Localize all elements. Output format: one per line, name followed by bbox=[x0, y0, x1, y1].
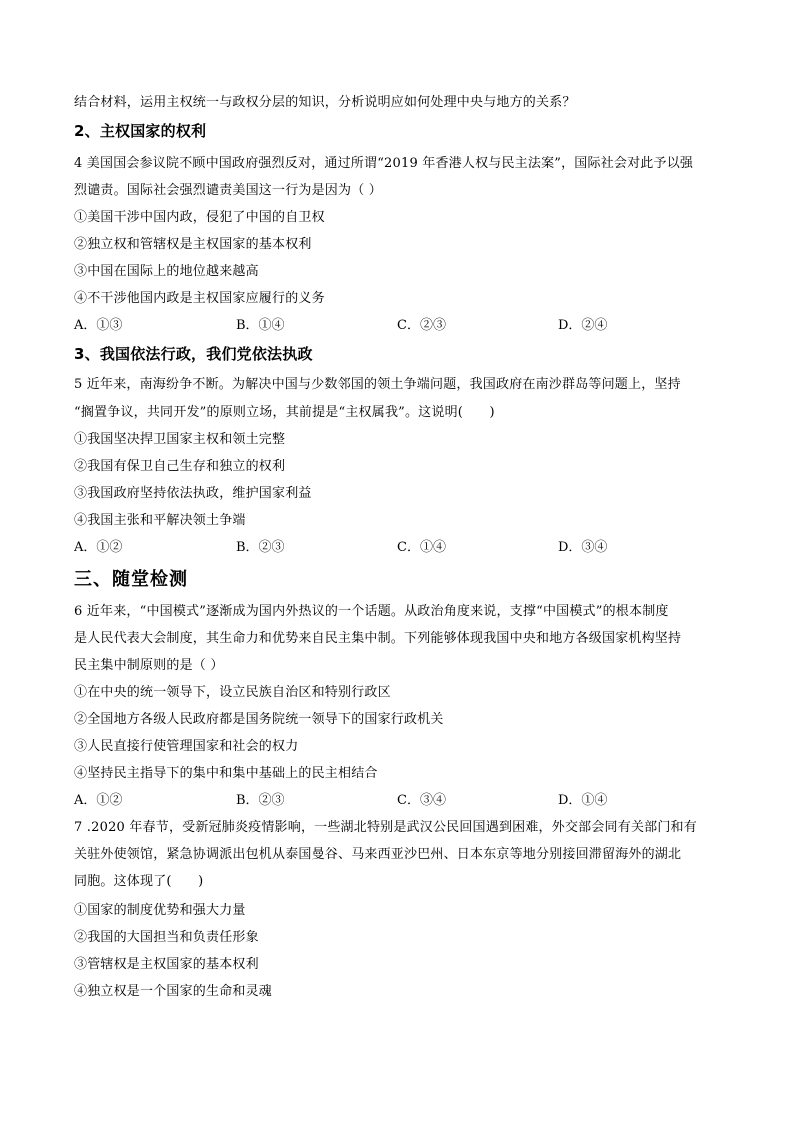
q6-item-1: ①在中央的统一领导下，设立民族自治区和特别行政区 bbox=[74, 685, 391, 700]
q5-option-a: A．①② bbox=[74, 540, 123, 555]
q5-option-b: B．②③ bbox=[236, 540, 285, 555]
q6-option-b: B．②③ bbox=[236, 793, 285, 808]
q4-item-1: ①美国干涉中国内政，侵犯了中国的自卫权 bbox=[74, 210, 325, 225]
q6-stem-line-2: 是人民代表大会制度，其生命力和优势来自民主集中制。下列能够体现我国中央和地方各级国家机构坚持 bbox=[74, 631, 682, 646]
q5-option-c: C．①④ bbox=[397, 540, 446, 555]
q7-item-1: ①国家的制度优势和强大力量 bbox=[74, 903, 246, 918]
q4-option-c: C．②③ bbox=[397, 318, 446, 333]
q6-option-c: C．③④ bbox=[397, 793, 446, 808]
q5-options bbox=[74, 539, 674, 557]
section-heading-sovereign-rights: 2、主权国家的权利 bbox=[74, 122, 207, 140]
q4-stem-line-2: 烈谴责。国际社会强烈谴责美国这一行为是因为（ ） bbox=[74, 183, 382, 198]
q6-item-4: ④坚持民主指导下的集中和集中基础上的民主相结合 bbox=[74, 766, 378, 781]
q7-item-2: ②我国的大国担当和负责任形象 bbox=[74, 930, 259, 945]
q6-item-2: ②全国地方各级人民政府都是国务院统一领导下的国家行政机关 bbox=[74, 712, 444, 727]
q4-option-a: A．①③ bbox=[74, 318, 123, 333]
section-heading-rule-of-law: 3、我国依法行政，我们党依法执政 bbox=[74, 345, 313, 363]
q6-stem-line-3: 民主集中制原则的是（ ） bbox=[74, 658, 224, 673]
q4-stem-line-1: 4 美国国会参议院不顾中国政府强烈反对，通过所谓“2019 年香港人权与民主法案”，国际社会对此予以强 bbox=[74, 156, 694, 171]
q7-stem-line-1: 7 .2020 年春节，受新冠肺炎疫情影响，一些湖北特别是武汉公民回国遇到困难，外交部会同有关部门和有 bbox=[74, 820, 697, 835]
q5-stem-line-1: 5 近年来，南海纷争不断。为解决中国与少数邻国的领土争端问题，我国政府在南沙群岛等问题上，坚持 bbox=[74, 377, 681, 392]
q7-stem-line-2: 关驻外使领馆，紧急协调派出包机从泰国曼谷、马来西亚沙巴州、日本东京等地分别接回滞留海外的湖北 bbox=[74, 847, 682, 862]
q4-options bbox=[74, 317, 674, 335]
q6-item-3: ③人民直接行使管理国家和社会的权力 bbox=[74, 739, 299, 754]
q7-item-3: ③管辖权是主权国家的基本权利 bbox=[74, 957, 259, 972]
q4-item-3: ③中国在国际上的地位越来越高 bbox=[74, 264, 259, 279]
q5-item-3: ③我国政府坚持依法执政，维护国家利益 bbox=[74, 486, 312, 501]
q4-item-4: ④不干涉他国内政是主权国家应履行的义务 bbox=[74, 291, 325, 306]
q5-option-d: D．③④ bbox=[558, 540, 608, 555]
q5-item-1: ①我国坚决捍卫国家主权和领土完整 bbox=[74, 432, 286, 447]
q5-item-2: ②我国有保卫自己生存和独立的权利 bbox=[74, 459, 286, 474]
q4-option-d: D．②④ bbox=[558, 318, 608, 333]
q7-stem-line-3: 同胞。这体现了( ) bbox=[74, 874, 204, 889]
q6-stem-line-1: 6 近年来，“中国模式”逐渐成为国内外热议的一个话题。从政治角度来说，支撑“中国模式”的根本制度 bbox=[74, 604, 669, 619]
part-heading-in-class-test: 三、随堂检测 bbox=[74, 569, 188, 590]
intro-question: 结合材料，运用主权统一与政权分层的知识，分析说明应如何处理中央与地方的关系？ bbox=[74, 95, 576, 110]
q4-item-2: ②独立权和管辖权是主权国家的基本权利 bbox=[74, 237, 312, 252]
q6-options bbox=[74, 792, 674, 810]
q6-option-a: A．①② bbox=[74, 793, 123, 808]
q4-option-b: B．①④ bbox=[236, 318, 285, 333]
q5-stem-line-2: “搁置争议，共同开发”的原则立场，其前提是“主权属我”。这说明( ) bbox=[74, 405, 495, 420]
q6-option-d: D．①④ bbox=[558, 793, 608, 808]
q5-item-4: ④我国主张和平解决领土争端 bbox=[74, 513, 246, 528]
q7-item-4: ④独立权是一个国家的生命和灵魂 bbox=[74, 984, 273, 999]
